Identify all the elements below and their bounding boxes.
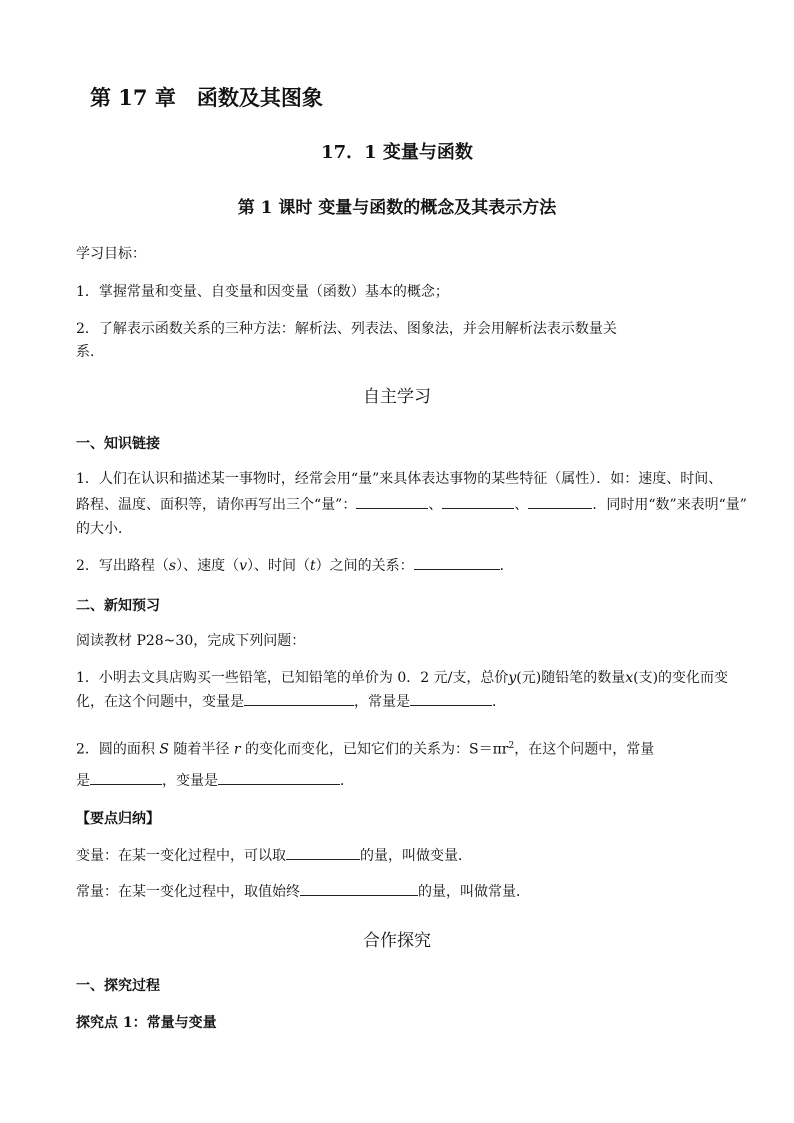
separator: 、 [514,497,529,513]
answer-blank[interactable] [286,846,360,860]
question-1-line-2-end: ．同时用“数”来表明“量” [592,497,747,513]
area-formula: S＝πr [469,741,509,758]
answer-blank[interactable] [528,495,592,509]
lesson-title: 第 1 课时 变量与函数的概念及其表示方法 [237,198,557,218]
exploration-process-heading: 一、探究过程 [76,978,160,994]
answer-blank[interactable] [356,495,428,509]
question-text: (支)的变化而变 [633,670,729,686]
preview-question-2-line-1 [76,736,654,760]
answer-blank[interactable] [414,556,500,570]
constant-definition [76,882,530,902]
question-text: 的变化而变化，已知它们的关系为： [240,741,470,758]
question-1-line-1: 1．人们在认识和描述某一事物时，经常会用“量”来具体表达事物的某些特征（属性）．如：速度、时间、 [76,471,723,487]
preview-heading: 二、新知预习 [76,598,160,614]
period: ． [499,558,514,574]
knowledge-link-heading: 一、知识链接 [76,436,160,452]
question-text: 2．圆的面积 [76,741,160,758]
definition-text: 变量：在某一变化过程中，可以取 [76,848,286,864]
preview-intro: 阅读教材 P28~30，完成下列问题： [76,633,306,649]
question-text: ，在这个问题中，常量 [514,741,655,758]
separator: 、 [428,497,443,513]
definition-text: 的量，叫做变量． [360,848,472,864]
question-text: 1．小明去文具店购买一些铅笔，已知铅笔的单价为 0．2 元/支，总价 [76,670,509,686]
question-text: 化，在这个问题中，变量是 [76,694,244,710]
period: ． [340,773,354,789]
answer-blank[interactable] [218,771,340,785]
answer-blank[interactable] [410,692,492,706]
question-1-line-2-text: 路程、温度、面积等，请你再写出三个“量”： [76,497,357,513]
section-title: 17．1 变量与函数 [321,142,473,163]
chapter-title: 第 17 章 函数及其图象 [90,85,323,110]
answer-blank[interactable] [300,882,418,896]
question-text: (元)随铅笔的数量 [516,670,626,686]
question-text: ，常量是 [354,694,410,710]
objectives-heading: 学习目标： [76,246,146,262]
objective-item-2-line-2: 系． [76,344,104,360]
variable-definition [76,846,472,866]
preview-question-1-line-2 [76,692,506,712]
question-text: 是 [76,773,90,789]
question-1-line-3: 的大小． [76,521,132,537]
exponent: 2 [508,741,515,751]
self-study-heading: 自主学习 [363,387,431,407]
answer-blank[interactable] [442,495,514,509]
var-s: s [168,558,177,574]
var-S: S [159,741,169,758]
question-1-line-2 [76,495,747,515]
preview-question-2-line-2 [76,771,354,791]
question-2 [76,556,514,576]
objective-item-2-line-1: 2．了解表示函数关系的三种方法：解析法、列表法、图象法，并会用解析法表示数量关 [76,321,617,337]
question-2-text: 2．写出路程（ [76,558,169,574]
answer-blank[interactable] [90,771,162,785]
answer-blank[interactable] [244,692,354,706]
var-v: v [239,558,248,574]
var-y: y [508,670,517,686]
summary-heading: 【要点归纳】 [76,811,160,827]
question-text: ，变量是 [162,773,218,789]
objective-item-1: 1．掌握常量和变量、自变量和因变量（函数）基本的概念； [76,284,449,300]
var-r: r [233,741,241,758]
question-2-text: ）之间的关系： [315,558,414,574]
definition-text: 的量，叫做常量． [418,884,530,900]
var-t: t [310,558,316,574]
question-2-text: ）、速度（ [176,558,240,574]
definition-text: 常量：在某一变化过程中，取值始终 [76,884,300,900]
question-text: 随着半径 [168,741,234,758]
var-x: x [625,670,634,686]
period: ． [492,694,506,710]
cooperative-heading: 合作探究 [363,931,431,951]
preview-question-1-line-1 [76,668,728,688]
exploration-point-1-heading: 探究点 1：常量与变量 [76,1015,217,1031]
question-2-text: ）、时间（ [247,558,311,574]
